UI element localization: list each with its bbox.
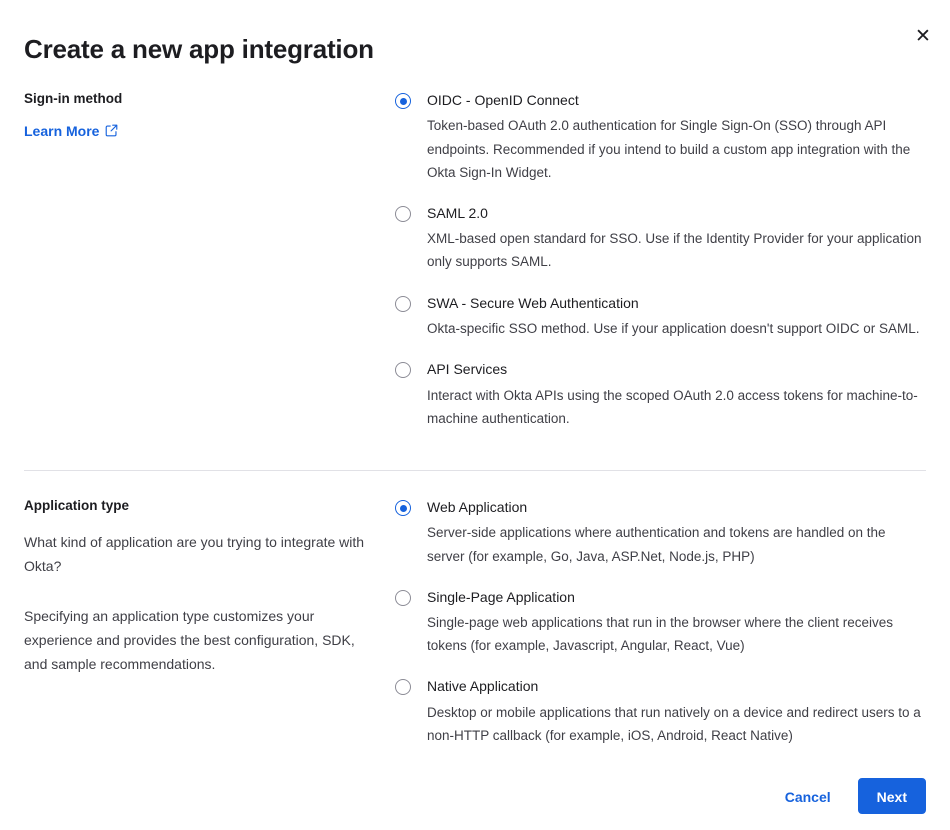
cancel-button[interactable]: Cancel	[766, 778, 850, 814]
application-type-options	[395, 497, 926, 747]
radio-description: Single-page web applications that run in the browser where the client receives tokens (for example, Javascript, Angular, React, Vue)	[427, 615, 894, 654]
radio-title: Native Application	[427, 678, 539, 695]
radio-description: Token-based OAuth 2.0 authentication for Single Sign-On (SSO) through API endpoints. Recommended if you intend to build a custom app integration with the Okta Sign-In Widget.	[427, 118, 911, 180]
learn-more-label: Learn More	[24, 122, 100, 139]
application-type-help-1: What kind of application are you trying to integrate with Okta?	[24, 533, 365, 574]
radio-title: API Services	[427, 361, 508, 378]
radio-option-oidc[interactable]	[395, 90, 926, 184]
radio-option-api-services[interactable]	[395, 359, 926, 430]
sign-in-method-labels	[24, 90, 395, 141]
external-link-icon	[105, 124, 118, 137]
application-type-label: Application type	[24, 498, 130, 513]
application-type-help-2: Specifying an application type customizes your experience and provides the best configuration, SDK, and sample recommendations.	[24, 608, 355, 673]
radio-option-web-application[interactable]	[395, 497, 926, 568]
next-button[interactable]: Next	[858, 778, 926, 814]
radio-option-single-page-application[interactable]	[395, 587, 926, 658]
sign-in-method-section	[24, 90, 926, 430]
radio-icon[interactable]	[395, 362, 411, 378]
radio-icon-selected[interactable]	[395, 93, 411, 109]
radio-icon-selected[interactable]	[395, 500, 411, 516]
radio-title: SWA - Secure Web Authentication	[427, 294, 639, 311]
radio-description: Interact with Okta APIs using the scoped OAuth 2.0 access tokens for machine-to-machine authentication.	[427, 387, 918, 426]
close-icon[interactable]: ✕	[907, 20, 939, 52]
application-type-section	[24, 497, 926, 747]
section-divider	[24, 470, 926, 471]
radio-icon[interactable]	[395, 679, 411, 695]
dialog-footer	[0, 762, 950, 830]
sign-in-method-options	[395, 90, 926, 430]
radio-title: Web Application	[427, 499, 528, 515]
radio-description: Okta-specific SSO method. Use if your application doesn't support OIDC or SAML.	[427, 320, 920, 336]
page-title: Create a new app integration	[24, 34, 374, 64]
radio-description: XML-based open standard for SSO. Use if the Identity Provider for your application only supports SAML.	[427, 231, 922, 270]
radio-icon[interactable]	[395, 590, 411, 606]
radio-icon[interactable]	[395, 206, 411, 222]
radio-description: Server-side applications where authentication and tokens are handled on the server (for example, Go, Java, ASP.Net, Node.js, PHP)	[427, 525, 886, 564]
application-type-labels	[24, 497, 395, 676]
radio-option-swa[interactable]	[395, 293, 926, 341]
radio-description: Desktop or mobile applications that run natively on a device and redirect users to a non-HTTP callback (for example, iOS, Android, React Native)	[427, 704, 921, 743]
radio-icon[interactable]	[395, 296, 411, 312]
radio-title: SAML 2.0	[427, 204, 488, 221]
learn-more-link[interactable]	[24, 123, 118, 139]
radio-title: Single-Page Application	[427, 588, 575, 605]
radio-option-native-application[interactable]	[395, 676, 926, 747]
radio-option-saml[interactable]	[395, 203, 926, 274]
sign-in-method-label: Sign-in method	[24, 91, 123, 106]
radio-title: OIDC - OpenID Connect	[427, 92, 579, 108]
